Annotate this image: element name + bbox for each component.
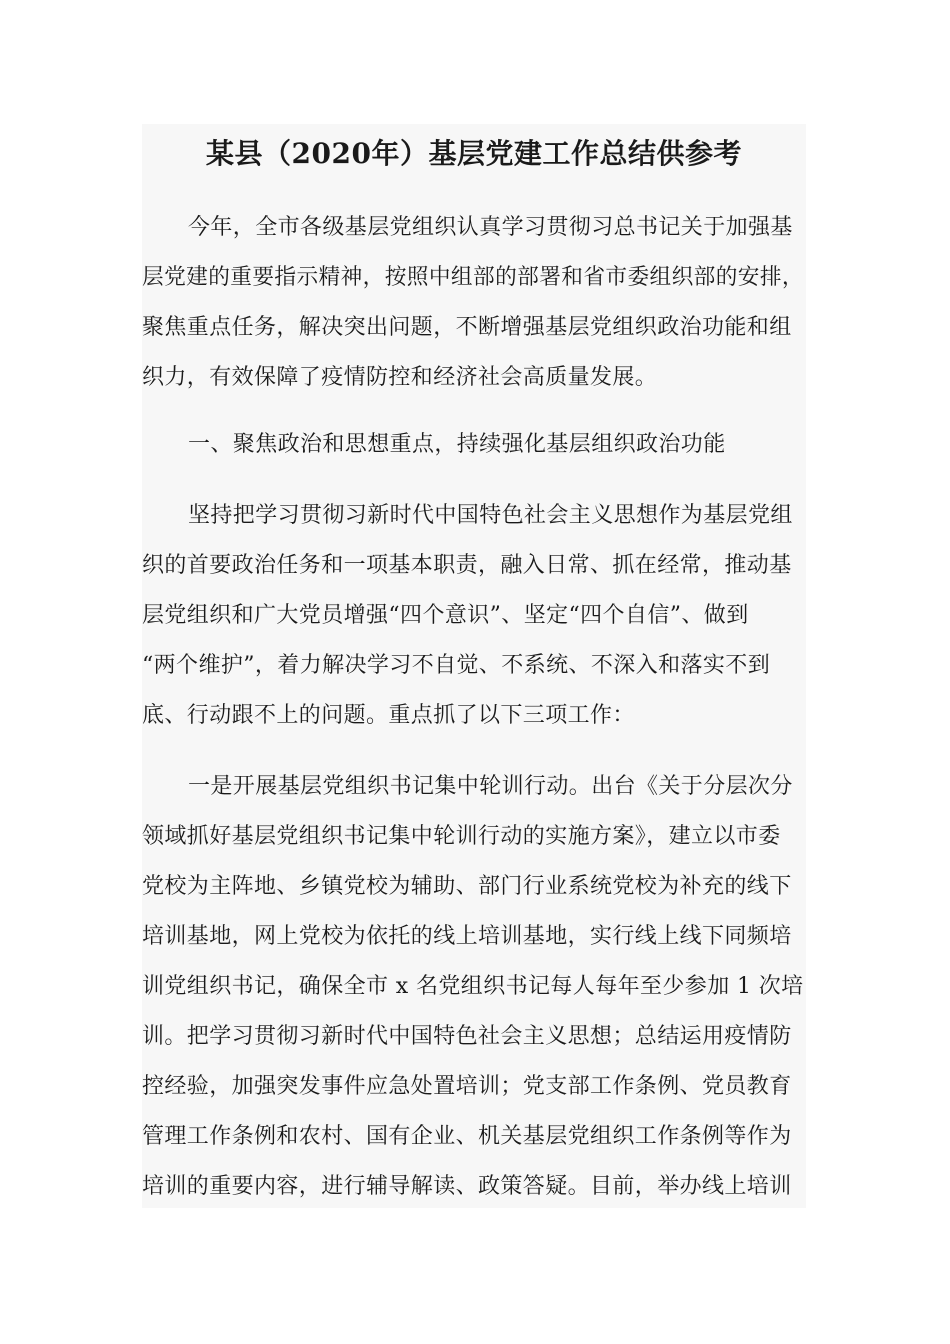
document-page (142, 124, 806, 1208)
text-line: 领域抓好基层党组织书记集中轮训行动的实施方案》，建立以市委 (142, 824, 781, 849)
document-title: 某县（2020年）基层党建工作总结供参考 (206, 137, 742, 170)
section-heading: 一、聚焦政治和思想重点，持续强化基层组织政治功能 (188, 432, 726, 457)
text-line: 培训的重要内容，进行辅导解读、政策答疑。目前，举办线上培训 (142, 1174, 792, 1199)
text-line: 培训基地，网上党校为依托的线上培训基地，实行线上线下同频培 (142, 924, 792, 949)
text-line: 层党组织和广大党员增强“四个意识”、坚定“四个自信”、做到 (142, 603, 749, 628)
text-line: 一是开展基层党组织书记集中轮训行动。出台《关于分层次分 (188, 774, 793, 799)
text-line: 底、行动跟不上的问题。重点抓了以下三项工作： (142, 703, 635, 728)
text-line: “两个维护”，着力解决学习不自觉、不系统、不深入和落实不到 (142, 653, 771, 678)
text-line: 聚焦重点任务，解决突出问题，不断增强基层党组织政治功能和组 (142, 315, 792, 340)
text-line: 管理工作条例和农村、国有企业、机关基层党组织工作条例等作为 (142, 1124, 792, 1149)
text-line: 层党建的重要指示精神，按照中组部的部署和省市委组织部的安排， (142, 265, 805, 290)
text-line: 今年，全市各级基层党组织认真学习贯彻习总书记关于加强基 (188, 215, 793, 240)
text-line: 织力，有效保障了疫情防控和经济社会高质量发展。 (142, 365, 658, 390)
text-line: 训。把学习贯彻习新时代中国特色社会主义思想；总结运用疫情防 (142, 1024, 792, 1049)
text-line: 织的首要政治任务和一项基本职责，融入日常、抓在经常，推动基 (142, 553, 792, 578)
text-line: 控经验，加强突发事件应急处置培训；党支部工作条例、党员教育 (142, 1074, 792, 1099)
text-line: 党校为主阵地、乡镇党校为辅助、部门行业系统党校为补充的线下 (142, 874, 792, 899)
text-line: 坚持把学习贯彻习新时代中国特色社会主义思想作为基层党组 (188, 503, 793, 528)
text-line: 训党组织书记，确保全市 x 名党组织书记每人每年至少参加 1 次培 (142, 974, 804, 999)
